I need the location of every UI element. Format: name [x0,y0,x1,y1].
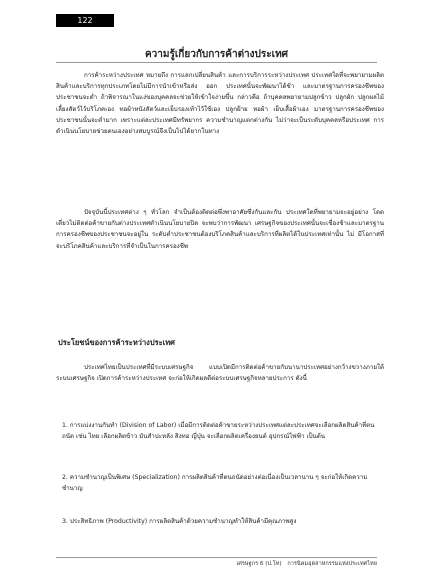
footer-organization: การนิคมอุตสาหกรรมแห่งประเทศไทย [287,561,377,567]
page-number: 122 [56,14,114,27]
footer-position: เศรษฐกร 6 (ป.โท) [236,561,282,567]
list-item: 1. การแบ่งงานกันทำ (Division of Labor) เมื่อมีการติดต่อค้าขายระหว่างประเทศแต่ละประเทศจะเลือกผลิตสินค้าที่ตนถนัด เช่น ไทย เลือกผลิตข้าว มันสำปะหลัง สิงทอ ญี่ปุ่น จะเลือกผลิตเครื่องยนต์ อุปกรณ์ไฟฟ้า เป็นต้น [62,422,375,441]
section-heading: ประโยชน์ของการค้าระหว่างประเทศ [58,338,175,347]
list-item: 2. ความชำนาญเป็นพิเศษ (Specialization) การผลิตสินค้าที่ตนถนัดอย่างต่อเนื่องเป็นเวลานาน ๆ จะก่อให้เกิดความชำนาญ [62,474,368,493]
body-paragraph: การค้าระหว่างประเทศ หมายถึง การแลกเปลี่ยนสินค้า และการบริการระหว่างประเทศ ประเทศใดที่จะพยายามผลิตสินค้าและบริการทุกประเภทโดยไม่มีการนำเข้าหรือส่ง ออก ประเทศนั้นจะพัฒนาได้ช้า และมาตรฐานการครองชีพของประชาชนจะต่ำ ถ้าพิจารณาในแง่ของบุคคลจะช่วยให้เข้าใจง่ายขึ้น กล่าวคือ ถ้าบุคคลพยายามปลูกข้าว ปลูกผัก ปลูกผลไม้ เลี้ยงสัตว์ไว้บริโภคเอง ทอผ้าหนังสัตว์และเย็บรองเท้าไว้ใช้เอง ปลูกฝ้าย ทอผ้า เย็บเสื้อผ้าเอง มาตรฐานการครองชีพของประชาชนนั้นจะต่ำมาก เพราะแต่ละประเทศมีทรัพยากร ความชำนาญแตกต่างกัน ไม่ว่าจะเป็นระดับบุคคลหรือประเทศ การดำเนินนโยบายช่วยตนเองอย่างสมบูรณ์จึงเป็นไปได้ยากในทาง [56,72,384,136]
title-divider [56,62,377,63]
page-title: ความรู้เกี่ยวกับการค้าต่างประเทศ [144,49,289,60]
body-paragraph: ปัจจุบันนี้ประเทศต่าง ๆ ทั่วโลก จำเป็นต้องติดต่อพึ่งพาอาศัยซึ่งกันและกัน ประเทศใดที่พยายามจะอยู่อย่าง โดดเดี่ยวไม่ติดต่อค้าขายกับต่างประเทศดำเนินนโยบายปิด จะพบว่าการพัฒนา เศรษฐกิจของประเทศนั้นจะเชื่องช้าและมาตรฐานการครองชีพของประชาชนจะอยู่ใน ระดับต่ำประชาชนต้องบริโภคสินค้าและบริการที่ผลิตได้ในประเทศเท่านั้น ไม่ มีโอกาสที่จะบริโภคสินค้าและบริการที่จำเป็นในการครองชีพ [56,209,384,250]
list-item: 3. ประสิทธิภาพ (Productivity) การผลิตสินค้าด้วยความชำนาญทำให้สินค้ามีคุณภาพสูง [62,518,297,525]
page-footer [232,560,377,568]
section-intro-paragraph: ประเทศไทยเป็นประเทศที่มีระบบเศรษฐกิจ แบบเปิดมีการติดต่อค้าขายกับนานาประเทศอย่างกว้างขวางภายใต้ระบบเศรษฐกิจ เปิดการค้าระหว่างประเทศ จะก่อให้เกิดผลดีต่อระบบเศรษฐกิจหลายประการ ดังนี้ [56,364,384,383]
footer-divider [56,557,377,558]
